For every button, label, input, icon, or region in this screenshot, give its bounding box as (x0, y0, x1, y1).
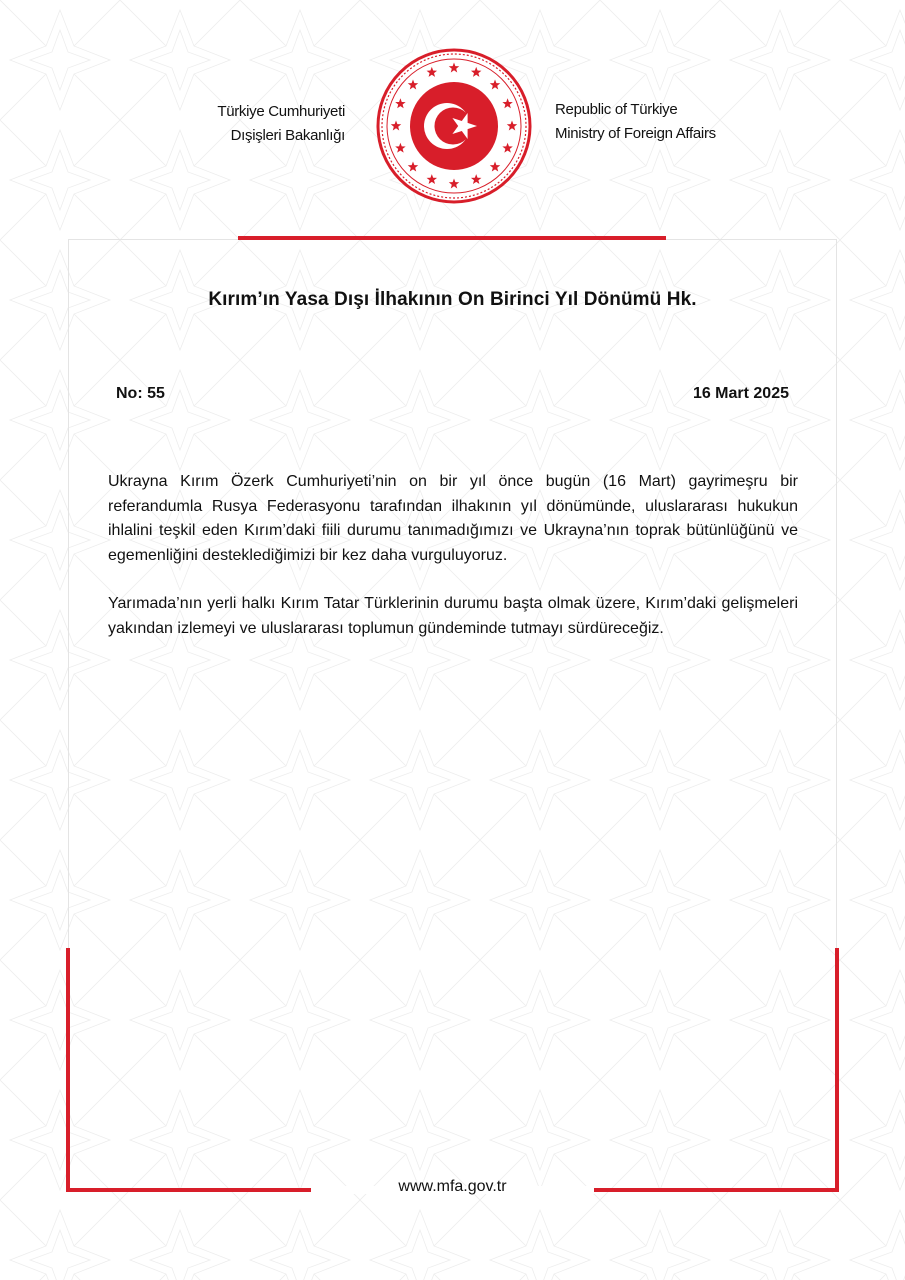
ministry-name-tr-line2: Dışişleri Bakanlığı (230, 127, 345, 144)
frame-bottom-left-accent (66, 1188, 311, 1192)
ministry-seal-icon (375, 47, 533, 205)
body-paragraph-1: Ukrayna Kırım Özerk Cumhuriyeti’nin on bir yıl önce bugün (16 Mart) gayrimeşru bir referandumla Rusya Federasyonu tarafından ilhakının yıl dönümünde, uluslararası hukukun ihlalini teşkil eden Kırım’daki fiili durumu tanımadığımızı ve Ukrayna’nın toprak bütünlüğünü ve egemenliğini desteklediğimizi bir kez daha vurguluyoruz. (108, 473, 798, 564)
frame-top-accent (238, 236, 666, 240)
document-frame (68, 239, 837, 1191)
body-paragraph-2: Yarımada’nın yerli halkı Kırım Tatar Türklerinin durumu başta olmak üzere, Kırım’daki gelişmeleri yakından izlemeyi ve uluslararası toplumun gündeminde tutmayı sürdüreceğiz. (108, 595, 798, 637)
frame-bottom-right-accent (594, 1188, 839, 1192)
frame-left-accent (66, 948, 70, 1192)
document-body (108, 470, 798, 665)
document-date: 16 Mart 2025 (692, 385, 789, 402)
document-number: No: 55 (116, 385, 165, 402)
frame-right-accent (835, 948, 839, 1192)
ministry-name-tr (150, 100, 345, 148)
ministry-name-en (555, 98, 795, 146)
footer-website-link[interactable]: www.mfa.gov.tr (398, 1178, 507, 1195)
document-title: Kırım’ın Yasa Dışı İlhakının On Birinci Yıl Dönümü Hk. (208, 289, 697, 310)
ministry-name-tr-line1: Türkiye Cumhuriyeti (217, 103, 345, 120)
ministry-name-en-line1: Republic of Türkiye (555, 101, 678, 118)
ministry-name-en-line2: Ministry of Foreign Affairs (555, 125, 716, 142)
